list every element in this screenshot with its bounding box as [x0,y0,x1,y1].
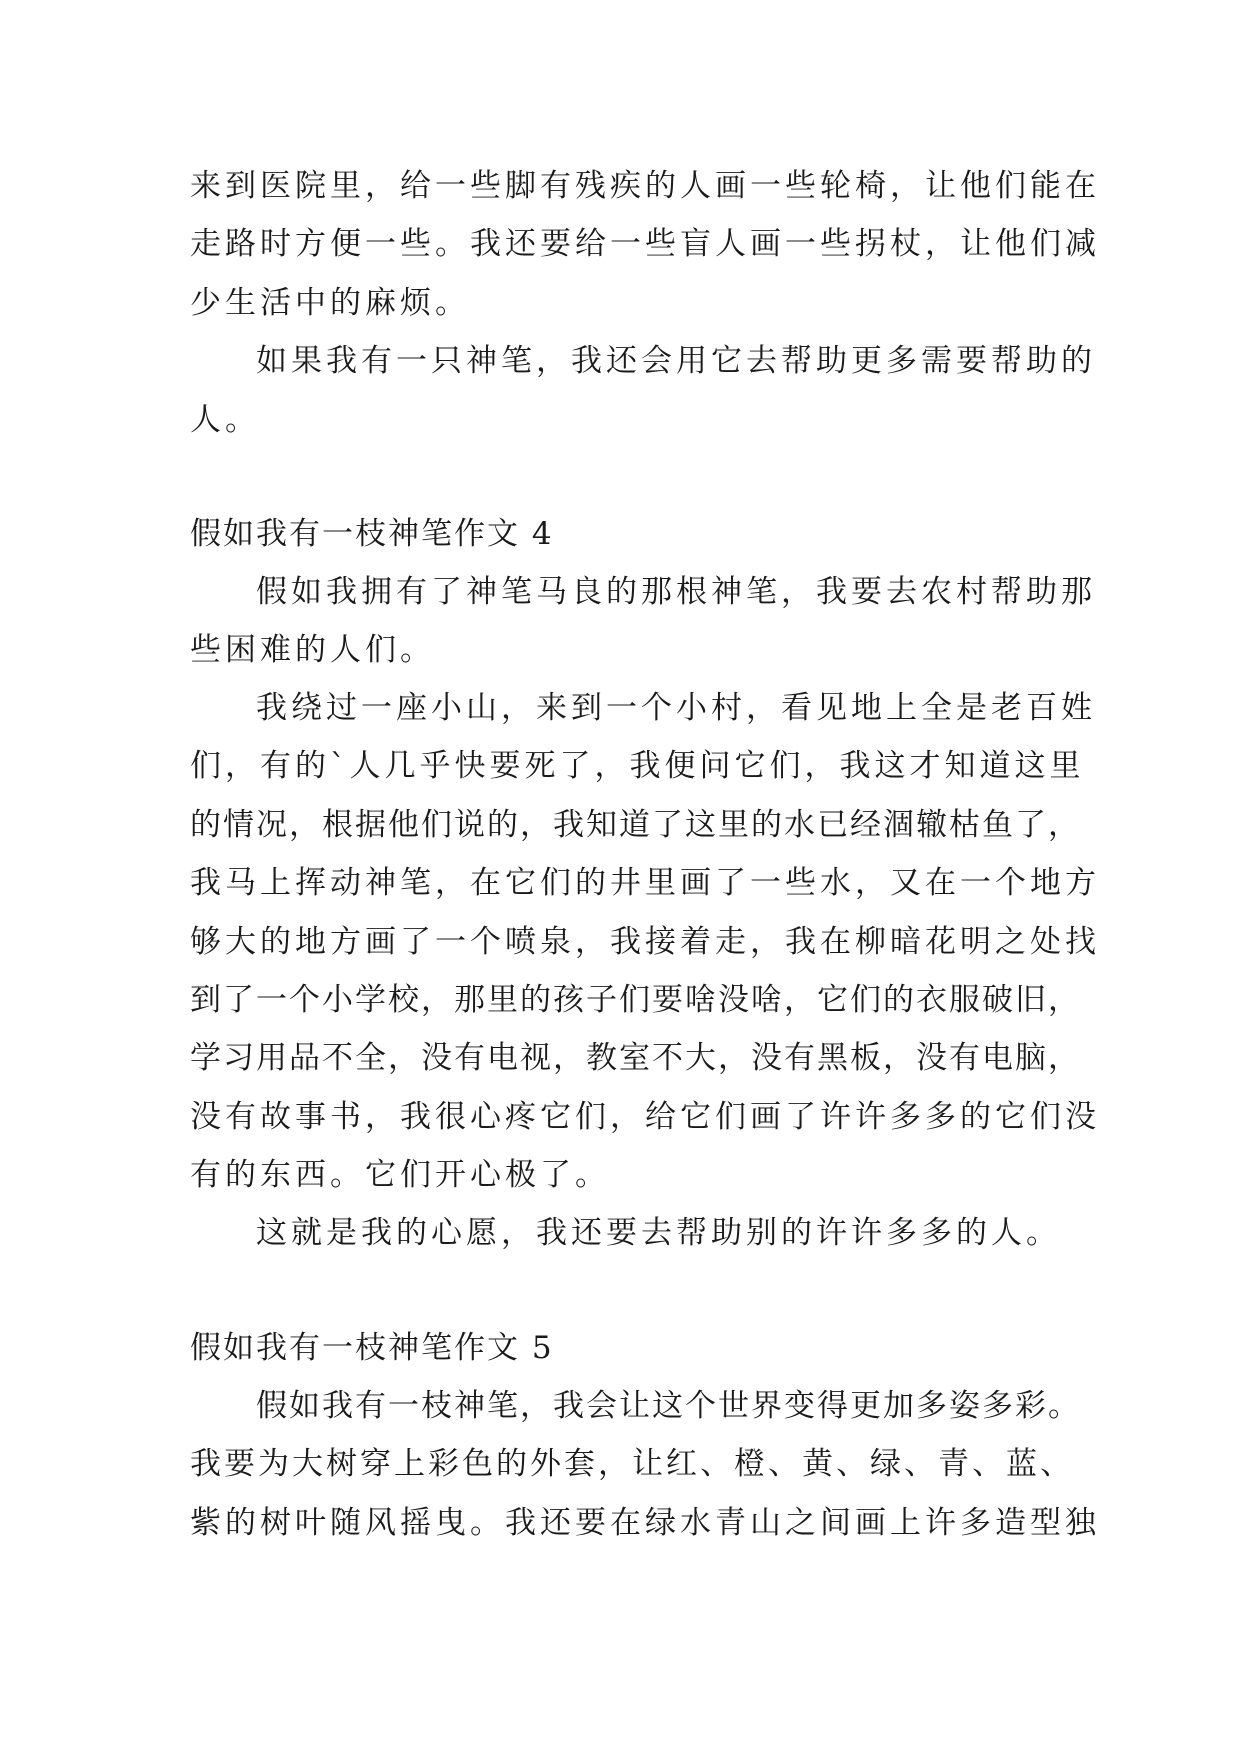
paragraph-line: 到了一个小学校，那里的孩子们要啥没啥，它们的衣服破旧， [190,982,1081,1018]
paragraph-line: 有的东西。它们开心极了。 [190,1157,610,1193]
section-heading: 假如我有一枝神笔作文 4 [190,516,554,552]
paragraph-line: 假如我拥有了神笔马良的那根神笔，我要去农村帮助那 [256,574,1096,610]
paragraph-line: 这就是我的心愿，我还要去帮助别的许许多多的人。 [256,1215,1061,1251]
paragraph-line: 如果我有一只神笔，我还会用它去帮助更多需要帮助的 [256,343,1096,379]
paragraph-line: 少生活中的麻烦。 [190,285,470,321]
paragraph-line: 的情况，根据他们说的，我知道了这里的水已经涸辙枯鱼了， [190,807,1081,843]
paragraph-line: 假如我有一枝神笔，我会让这个世界变得更加多姿多彩。 [256,1388,1081,1424]
paragraph-line: 我绕过一座小山，来到一个小村，看见地上全是老百姓 [256,690,1096,726]
paragraph-line: 我马上挥动神笔，在它们的井里画了一些水，又在一个地方 [190,865,1100,901]
paragraph-line: 够大的地方画了一个喷泉，我接着走，我在柳暗花明之处找 [190,924,1100,960]
paragraph-line: 人。 [190,402,260,438]
paragraph-line: 紫的树叶随风摇曳。我还要在绿水青山之间画上许多造型独 [190,1505,1100,1541]
section-heading: 假如我有一枝神笔作文 5 [190,1330,554,1366]
paragraph-line: 走路时方便一些。我还要给一些盲人画一些拐杖，让他们减 [190,226,1100,262]
paragraph-line: 些困难的人们。 [190,632,435,668]
paragraph-line: 没有故事书，我很心疼它们，给它们画了许许多多的它们没 [190,1099,1100,1135]
paragraph-line: 我要为大树穿上彩色的外套，让红、橙、黄、绿、青、蓝、 [190,1446,1074,1482]
paragraph-line: 学习用品不全，没有电视，教室不大，没有黑板，没有电脑， [190,1040,1081,1076]
paragraph-line: 来到医院里，给一些脚有残疾的人画一些轮椅，让他们能在 [190,168,1100,204]
paragraph-line: 们，有的`人几乎快要死了，我便问它们，我这才知道这里 [190,748,1085,784]
